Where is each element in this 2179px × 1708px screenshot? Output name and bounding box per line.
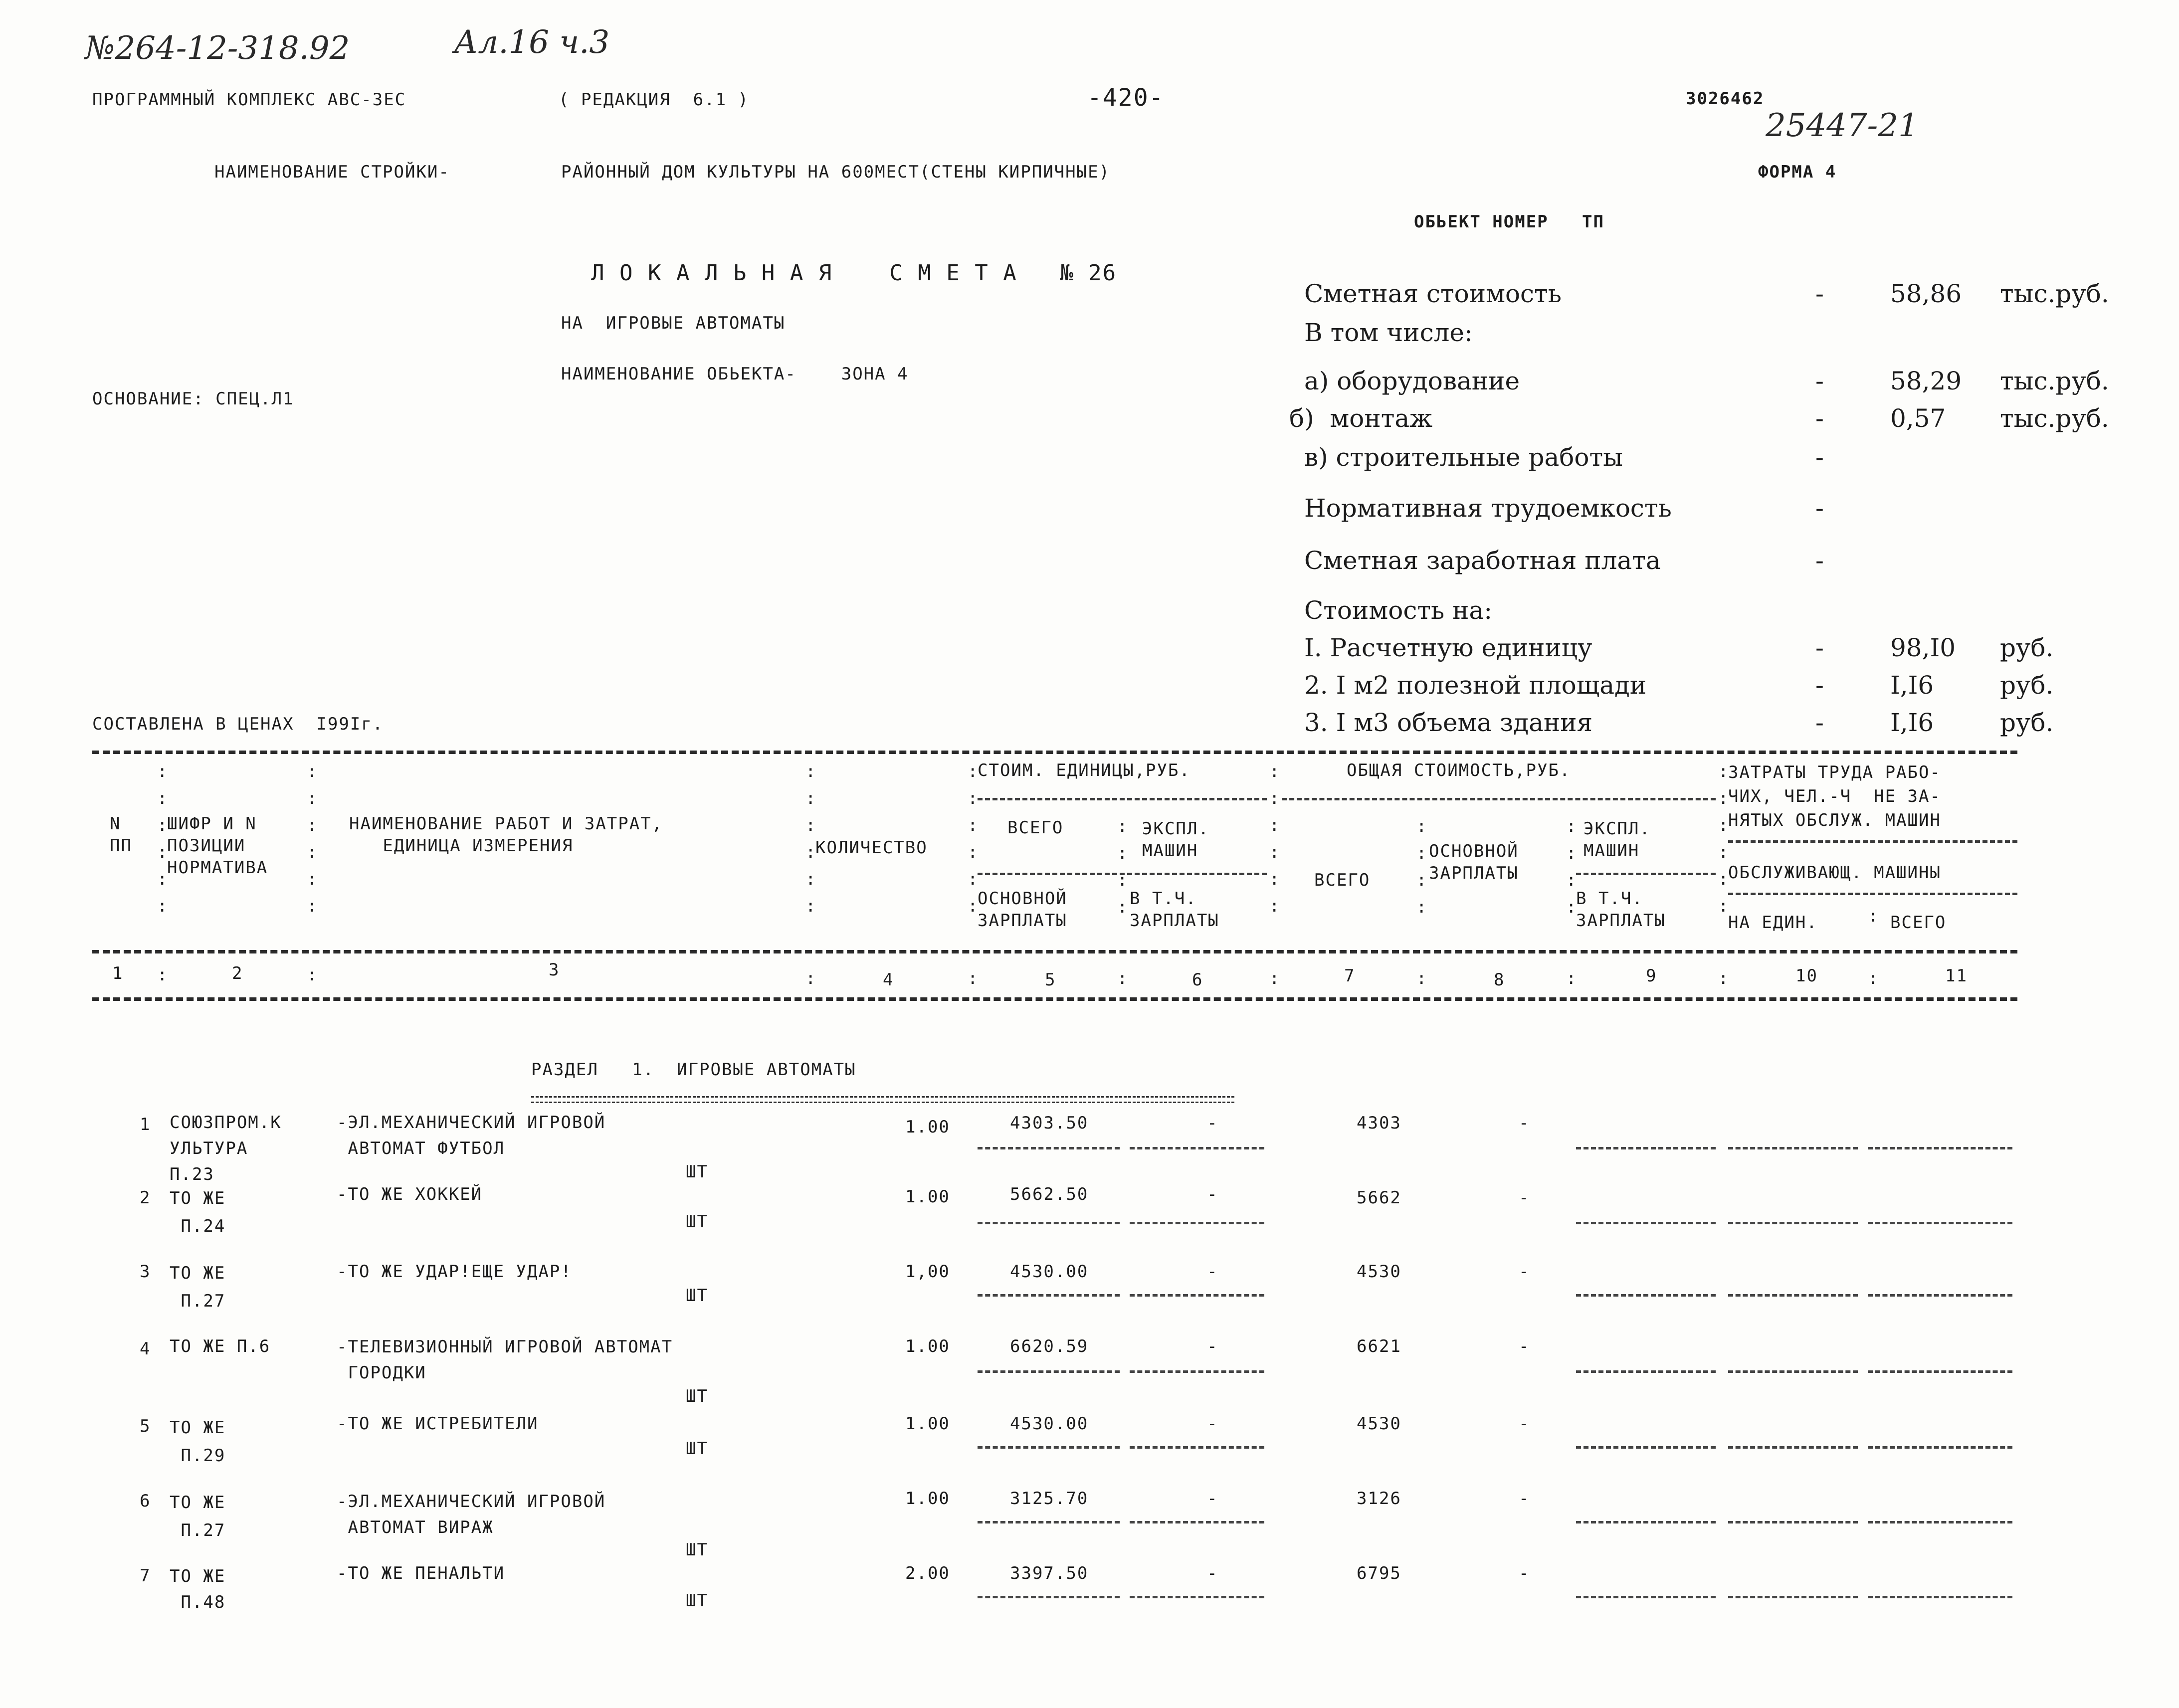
column-number: 11 — [1945, 966, 1968, 986]
summary-unit: руб. — [2000, 671, 2054, 700]
column-header-total-all: ВСЕГО — [1314, 870, 1371, 890]
cell-rule — [1868, 1147, 2012, 1149]
row-name: -ЭЛ.МЕХАНИЧЕСКИЙ ИГРОВОЙ АВТОМАТ ФУТБОЛ — [337, 1113, 606, 1158]
cell-rule — [1576, 1147, 1716, 1149]
row-unit-ekspl: - — [1207, 1262, 1218, 1282]
column-header-labor-unit: НА ЕДИН. — [1728, 913, 1818, 933]
column-separator: : : : : : : — [968, 761, 978, 916]
column-separator: : — [157, 965, 168, 985]
cell-rule — [1728, 1446, 1858, 1449]
row-unit: ШТ — [686, 1286, 708, 1306]
cell-rule — [1868, 1294, 2012, 1297]
column-header-unit-wage-incl: В Т.Ч. ЗАРПЛАТЫ — [1130, 889, 1219, 931]
row-unit-ekspl: - — [1207, 1563, 1218, 1583]
column-separator: : — [1868, 906, 1878, 926]
row-quantity: 1.00 — [905, 1187, 950, 1207]
row-total: 3126 — [1357, 1489, 1401, 1509]
row-code: ТО ЖЕ П.27 — [170, 1493, 226, 1540]
summary-dash: - — [1815, 279, 1824, 308]
cell-rule — [1728, 1147, 1858, 1149]
row-name: -ТО ЖЕ ПЕНАЛЬТИ — [337, 1563, 505, 1583]
cell-rule — [978, 1446, 1120, 1449]
column-separator: : — [1416, 968, 1427, 988]
column-header-total-cost: ОБЩАЯ СТОИМОСТЬ,РУБ. — [1347, 760, 1571, 780]
row-total-wage: - — [1519, 1188, 1530, 1208]
row-number: 7 — [140, 1566, 151, 1586]
column-number: 9 — [1646, 966, 1657, 986]
summary-label: I. Расчетную единицу — [1304, 633, 1592, 662]
page-title: Л О К А Л Ь Н А Я С М Е Т А № 26 — [591, 260, 1117, 286]
column-header-total-ekspl: ЭКСПЛ. МАШИН — [1584, 819, 1651, 861]
summary-dash: - — [1815, 367, 1824, 395]
row-unit-ekspl: - — [1207, 1489, 1218, 1509]
column-header-labor-service: ОБСЛУЖИВАЮЩ. МАШИНЫ — [1728, 863, 1941, 883]
summary-label: 3. I м3 объема здания — [1304, 708, 1593, 737]
summary-unit: тыс.руб. — [2000, 404, 2109, 433]
summary-value: 98,I0 — [1890, 633, 1956, 662]
column-number: 3 — [549, 960, 560, 980]
cell-rule — [1868, 1370, 2012, 1373]
summary-label: в) строительные работы — [1304, 443, 1623, 472]
cell-rule — [1728, 1596, 1858, 1598]
row-total-wage: - — [1519, 1489, 1530, 1509]
column-header-labor-total: ВСЕГО — [1890, 913, 1947, 933]
summary-value: 0,57 — [1890, 404, 1946, 433]
cell-rule — [1868, 1446, 2012, 1449]
cell-rule — [1728, 1222, 1858, 1224]
summary-unit: тыс.руб. — [2000, 279, 2109, 308]
row-total: 5662 — [1357, 1188, 1401, 1208]
row-unit-price: 3125.70 — [1010, 1489, 1089, 1509]
cell-rule — [1130, 1294, 1264, 1297]
column-separator: : — [307, 965, 317, 985]
summary-value: 58,29 — [1890, 367, 1962, 395]
cell-rule — [978, 1294, 1120, 1297]
header-subrule — [978, 798, 1267, 800]
summary-dash: - — [1815, 404, 1824, 433]
cell-rule — [1130, 1370, 1264, 1373]
row-total-wage: - — [1519, 1262, 1530, 1282]
column-separator: : : : : : : — [1718, 761, 1729, 916]
column-separator: : : : : : : — [805, 761, 816, 916]
row-unit-ekspl: - — [1207, 1113, 1218, 1133]
row-unit-price: 4530.00 — [1010, 1414, 1089, 1434]
column-separator: : — [805, 968, 816, 988]
summary-label: Сметная стоимость — [1304, 279, 1562, 308]
cell-rule — [978, 1370, 1120, 1373]
section-underline — [531, 1096, 1234, 1103]
row-name: -ЭЛ.МЕХАНИЧЕСКИЙ ИГРОВОЙ АВТОМАТ ВИРАЖ — [337, 1492, 606, 1537]
header-bottom-rule — [92, 997, 2017, 1001]
cell-rule — [1130, 1222, 1264, 1224]
row-quantity: 1.00 — [905, 1117, 950, 1137]
column-separator: : — [968, 968, 978, 988]
row-number: 4 — [140, 1339, 151, 1359]
row-total: 6795 — [1357, 1563, 1401, 1583]
row-total: 4530 — [1357, 1262, 1401, 1282]
doc-code: 3026462 — [1686, 89, 1765, 109]
row-unit: ШТ — [686, 1162, 708, 1182]
cell-rule — [1576, 1294, 1716, 1297]
column-header-total-wage: ОСНОВНОЙ ЗАРПЛАТЫ — [1429, 841, 1519, 883]
row-total-wage: - — [1519, 1414, 1530, 1434]
column-header-labor: ЗАТРАТЫ ТРУДА РАБО- ЧИХ, ЧЕЛ.-Ч НЕ ЗА- НЯТЫХ ОБСЛУЖ. МАШИН — [1728, 762, 1941, 830]
row-unit-ekspl: - — [1207, 1336, 1218, 1356]
summary-dash: - — [1815, 671, 1824, 700]
cell-rule — [978, 1147, 1120, 1149]
row-unit: ШТ — [686, 1540, 708, 1560]
row-total-wage: - — [1519, 1563, 1530, 1583]
summary-value: I,I6 — [1890, 708, 1934, 737]
construction-label: НАИМЕНОВАНИЕ СТРОЙКИ- — [214, 162, 450, 182]
column-number: 6 — [1192, 970, 1203, 990]
column-number: 2 — [232, 963, 243, 983]
summary-label: В том числе: — [1304, 318, 1473, 347]
column-header-quantity: КОЛИЧЕСТВО — [815, 838, 928, 858]
column-separator: : — [1868, 968, 1878, 988]
cell-rule — [1576, 1446, 1716, 1449]
column-separator: : — [1269, 968, 1280, 988]
row-unit-price: 3397.50 — [1010, 1563, 1089, 1583]
row-unit-price: 6620.59 — [1010, 1336, 1089, 1356]
row-name: -ТО ЖЕ ХОККЕЙ — [337, 1184, 483, 1204]
column-separator: : : : : — [1566, 816, 1577, 917]
summary-dash: - — [1815, 708, 1824, 737]
row-quantity: 1.00 — [905, 1489, 950, 1509]
summary-unit: руб. — [2000, 633, 2054, 662]
cell-rule — [1130, 1596, 1264, 1598]
column-separator: : : : : — [1117, 816, 1128, 917]
cell-rule — [1130, 1446, 1264, 1449]
column-number: 4 — [883, 970, 894, 990]
column-header-code: ШИФР И N ПОЗИЦИИ НОРМАТИВА — [167, 814, 268, 878]
column-header-total-ekspl-incl: В Т.Ч. ЗАРПЛАТЫ — [1576, 889, 1666, 931]
page-number: -420- — [1087, 84, 1165, 112]
cell-rule — [1728, 1294, 1858, 1297]
header-subrule — [1576, 873, 1716, 875]
summary-dash: - — [1815, 443, 1824, 472]
row-unit-ekspl: - — [1207, 1414, 1218, 1434]
column-number: 10 — [1795, 966, 1818, 986]
cell-rule — [1868, 1521, 2012, 1523]
column-header-name: НАИМЕНОВАНИЕ РАБОТ И ЗАТРАТ, ЕДИНИЦА ИЗМЕРЕНИЯ — [349, 814, 663, 856]
cell-rule — [1576, 1370, 1716, 1373]
row-code: ТО ЖЕ П.24 — [170, 1188, 226, 1236]
section-title: РАЗДЕЛ 1. ИГРОВЫЕ АВТОМАТЫ — [531, 1060, 856, 1080]
handwritten-doc-ref: №264-12-318.92 — [85, 30, 350, 67]
summary-dash: - — [1815, 494, 1824, 523]
cell-rule — [1868, 1596, 2012, 1598]
form-label: ФОРМА 4 — [1758, 162, 1837, 182]
row-number: 2 — [140, 1188, 151, 1208]
program-edition: ( РЕДАКЦИЯ 6.1 ) — [559, 90, 749, 110]
summary-label: б) монтаж — [1289, 404, 1433, 433]
row-quantity: 2.00 — [905, 1563, 950, 1583]
column-number: 7 — [1344, 966, 1356, 986]
summary-label: а) оборудование — [1304, 367, 1520, 395]
row-code: ТО ЖЕ П.6 — [170, 1336, 271, 1356]
row-number: 6 — [140, 1491, 151, 1511]
row-unit-ekspl: - — [1207, 1184, 1218, 1204]
row-total: 6621 — [1357, 1336, 1401, 1356]
header-subrule — [1282, 798, 1716, 800]
column-separator: : — [1718, 968, 1729, 988]
summary-value: I,I6 — [1890, 671, 1934, 700]
row-quantity: 1,00 — [905, 1262, 950, 1282]
cell-rule — [1728, 1370, 1858, 1373]
object-name: НАИМЕНОВАНИЕ ОБЬЕКТА- ЗОНА 4 — [561, 364, 909, 384]
column-number: 8 — [1494, 970, 1505, 990]
column-header-unit-total: ВСЕГО — [1007, 818, 1064, 838]
row-total: 4530 — [1357, 1414, 1401, 1434]
row-total: 4303 — [1357, 1113, 1401, 1133]
row-unit-price: 4303.50 — [1010, 1113, 1089, 1133]
summary-label: Сметная заработная плата — [1304, 546, 1661, 575]
summary-value: 58,86 — [1890, 279, 1962, 308]
row-unit-price: 4530.00 — [1010, 1262, 1089, 1282]
column-header-number: N ПП — [110, 814, 132, 856]
row-name: -ТО ЖЕ ИСТРЕБИТЕЛИ — [337, 1414, 539, 1434]
row-unit: ШТ — [686, 1439, 708, 1459]
cell-rule — [1868, 1222, 2012, 1224]
row-name: -ТЕЛЕВИЗИОННЫЙ ИГРОВОЙ АВТОМАТ ГОРОДКИ — [337, 1337, 673, 1383]
summary-unit: тыс.руб. — [2000, 367, 2109, 395]
cell-rule — [1728, 1521, 1858, 1523]
column-separator: : — [1117, 968, 1128, 988]
price-level: СОСТАВЛЕНА В ЦЕНАХ I99Iг. — [92, 714, 384, 734]
object-number: ОБЬЕКТ НОМЕР ТП — [1414, 212, 1604, 232]
cell-rule — [1130, 1147, 1264, 1149]
construction-name: РАЙОННЫЙ ДОМ КУЛЬТУРЫ НА 600МЕСТ(СТЕНЫ КИРПИЧНЫЕ) — [561, 162, 1111, 182]
summary-dash: - — [1815, 633, 1824, 662]
column-header-unit-wage: ОСНОВНОЙ ЗАРПЛАТЫ — [978, 889, 1067, 931]
column-separator: : : : : : : — [307, 761, 317, 916]
summary-unit: руб. — [2000, 708, 2054, 737]
cell-rule — [978, 1596, 1120, 1598]
row-total-wage: - — [1519, 1336, 1530, 1356]
row-code: ТО ЖЕ П.29 — [170, 1418, 226, 1466]
row-total-wage: - — [1519, 1113, 1530, 1133]
header-rule — [92, 950, 2017, 953]
header-subrule — [1728, 893, 2017, 895]
row-code: СОЮЗПРОМ.К УЛЬТУРА П.23 — [170, 1113, 282, 1184]
cell-rule — [1130, 1521, 1264, 1523]
column-header-unit-ekspl: ЭКСПЛ. МАШИН — [1142, 819, 1209, 861]
handwritten-reg-number: 25447-21 — [1766, 107, 1919, 144]
summary-label: Нормативная трудоемкость — [1304, 494, 1672, 523]
header-subrule — [1728, 840, 2017, 843]
cell-rule — [1576, 1521, 1716, 1523]
cell-rule — [1576, 1596, 1716, 1598]
row-quantity: 1.00 — [905, 1336, 950, 1356]
cell-rule — [978, 1222, 1120, 1224]
row-number: 1 — [140, 1115, 151, 1135]
header-subrule — [978, 873, 1267, 875]
summary-label: 2. I м2 полезной площади — [1304, 671, 1647, 700]
row-code: ТО ЖЕ П.27 — [170, 1263, 226, 1311]
row-number: 5 — [140, 1416, 151, 1436]
column-number: 1 — [112, 963, 124, 983]
summary-dash: - — [1815, 546, 1824, 575]
column-header-unit-cost: СТОИМ. ЕДИНИЦЫ,РУБ. — [978, 760, 1190, 780]
handwritten-album-ref: Ал.16 ч.3 — [454, 24, 610, 61]
summary-label: Стоимость на: — [1304, 596, 1493, 625]
column-separator: : — [1566, 968, 1577, 988]
column-separator: : : : : : : — [157, 761, 168, 916]
row-unit-price: 5662.50 — [1010, 1184, 1089, 1204]
cell-rule — [978, 1521, 1120, 1523]
estimate-subject: НА ИГРОВЫЕ АВТОМАТЫ — [561, 313, 786, 333]
row-unit: ШТ — [686, 1591, 708, 1611]
row-unit: ШТ — [686, 1212, 708, 1232]
basis: ОСНОВАНИЕ: СПЕЦ.Л1 — [92, 389, 294, 409]
row-code: ТО ЖЕ П.48 — [170, 1566, 226, 1612]
row-number: 3 — [140, 1262, 151, 1282]
column-separator: : : : : : : — [1269, 761, 1280, 916]
row-unit: ШТ — [686, 1386, 708, 1406]
row-name: -ТО ЖЕ УДАР!ЕЩЕ УДАР! — [337, 1262, 572, 1282]
program-name: ПРОГРАММНЫЙ КОМПЛЕКС АВС-ЗЕС — [92, 90, 406, 110]
column-separator: : : : : — [1416, 816, 1427, 917]
column-number: 5 — [1045, 970, 1056, 990]
row-quantity: 1.00 — [905, 1414, 950, 1434]
table-top-rule — [92, 751, 2017, 754]
cell-rule — [1576, 1222, 1716, 1224]
